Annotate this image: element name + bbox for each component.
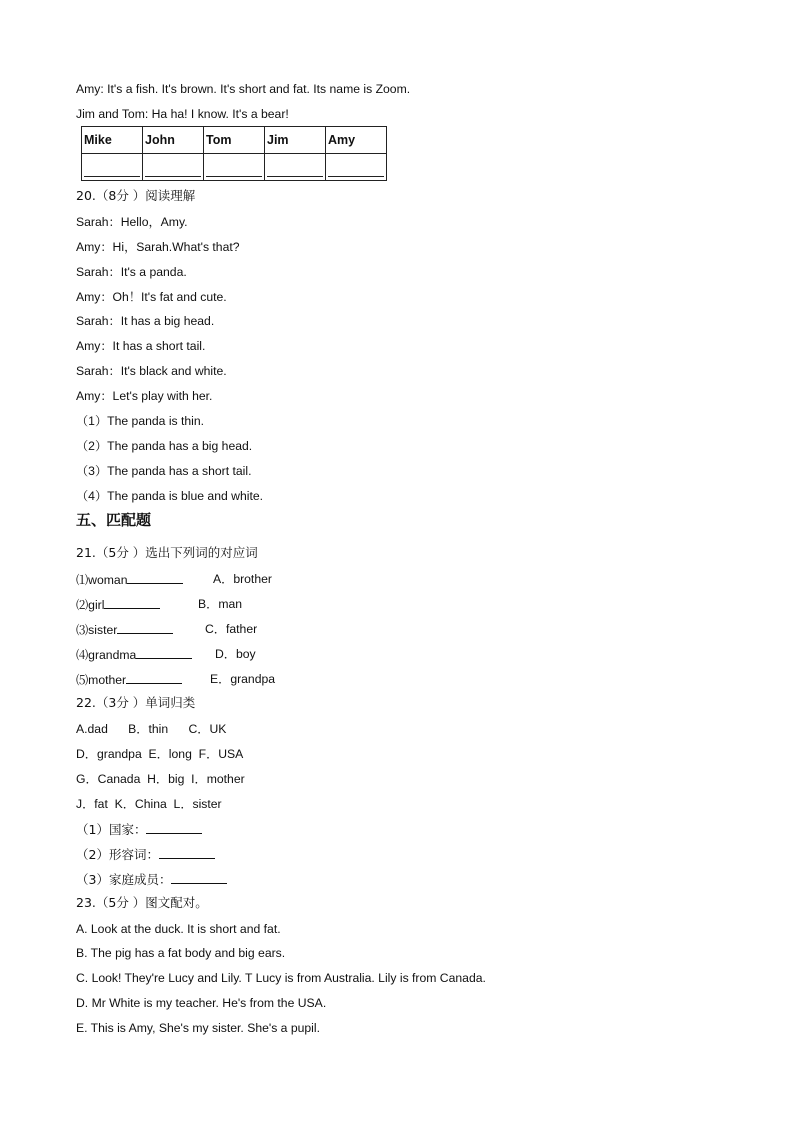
- table-header-cell: Amy: [326, 127, 387, 154]
- match-item: [76, 596, 160, 613]
- dialog-line-amy: Amy: It's a fish. It's brown. It's short and fat. Its name is Zoom.: [76, 82, 411, 96]
- category-label: （2）形容词：: [76, 847, 159, 862]
- answer-cell[interactable]: [265, 154, 326, 181]
- question-21-title: 21.（5分 ）选出下列词的对应词: [76, 545, 258, 560]
- word-row: G．Canada H．big I．mother: [76, 772, 245, 786]
- answer-cell[interactable]: [143, 154, 204, 181]
- match-option: C．father: [205, 622, 258, 636]
- answer-blank[interactable]: [146, 821, 202, 834]
- picture-match-item: B. The pig has a fat body and big ears.: [76, 946, 286, 960]
- category-label: （1）国家：: [76, 822, 147, 837]
- dialog-line: Sarah：It's black and white.: [76, 364, 227, 378]
- category-item: [76, 871, 227, 888]
- dialog-line: Amy：It has a short tail.: [76, 339, 206, 353]
- table-header-row: [82, 127, 387, 154]
- match-word: ⑸mother: [76, 673, 127, 687]
- match-word: ⑵girl: [76, 598, 105, 612]
- dialog-line-jim-tom: Jim and Tom: Ha ha! I know. It's a bear!: [76, 107, 289, 121]
- match-option: B．man: [198, 597, 243, 611]
- match-item: [76, 671, 182, 688]
- match-word: ⑷grandma: [76, 648, 137, 662]
- table-header-cell: Tom: [204, 127, 265, 154]
- match-option: D．boy: [215, 647, 256, 661]
- picture-match-item: E. This is Amy, She's my sister. She's a pupil.: [76, 1021, 320, 1035]
- dialog-line: Amy：Oh！It's fat and cute.: [76, 290, 227, 304]
- answer-blank[interactable]: [159, 846, 215, 859]
- word-row: J．fat K．China L．sister: [76, 797, 222, 811]
- answer-cell[interactable]: [204, 154, 265, 181]
- question-23-title: 23.（5分 ）图文配对。: [76, 895, 208, 910]
- question-22-title: 22.（3分 ）单词归类: [76, 695, 196, 710]
- answer-cell[interactable]: [82, 154, 143, 181]
- dialog-line: Amy：Hi，Sarah.What's that?: [76, 240, 240, 254]
- answer-blank[interactable]: [126, 671, 182, 684]
- dialog-line: Amy：Let's play with her.: [76, 389, 213, 403]
- answer-cell[interactable]: [326, 154, 387, 181]
- table-header-cell: Mike: [82, 127, 143, 154]
- statement-item: （1）The panda is thin.: [76, 414, 205, 428]
- word-row: A.dad B．thin C．UK: [76, 722, 227, 736]
- dialog-line: Sarah：It's a panda.: [76, 265, 187, 279]
- match-option: E．grandpa: [210, 672, 276, 686]
- picture-match-item: C. Look! They're Lucy and Lily. T Lucy is from Australia. Lily is from Canada.: [76, 971, 486, 985]
- section-5-heading: 五、匹配题: [76, 511, 152, 529]
- table-header-cell: John: [143, 127, 204, 154]
- match-option: A．brother: [213, 572, 272, 586]
- category-item: [76, 846, 215, 863]
- word-row: D．grandpa E．long F．USA: [76, 747, 244, 761]
- answer-blank[interactable]: [117, 621, 173, 634]
- statement-item: （3）The panda has a short tail.: [76, 464, 252, 478]
- answer-blank[interactable]: [171, 871, 227, 884]
- table-header-cell: Jim: [265, 127, 326, 154]
- name-answer-table: [81, 126, 387, 181]
- match-word: ⑴woman: [76, 573, 128, 587]
- statement-item: （4）The panda is blue and white.: [76, 489, 263, 503]
- picture-match-item: D. Mr White is my teacher. He's from the USA.: [76, 996, 327, 1010]
- question-20-title: 20.（8分 ）阅读理解: [76, 188, 196, 203]
- answer-blank[interactable]: [104, 596, 160, 609]
- match-word: ⑶sister: [76, 623, 118, 637]
- match-item: [76, 621, 173, 638]
- dialog-line: Sarah：Hello，Amy.: [76, 215, 188, 229]
- match-item: [76, 571, 183, 588]
- picture-match-item: A. Look at the duck. It is short and fat.: [76, 922, 281, 936]
- match-item: [76, 646, 192, 663]
- dialog-line: Sarah：It has a big head.: [76, 314, 215, 328]
- table-answer-row: [82, 154, 387, 181]
- answer-blank[interactable]: [127, 571, 183, 584]
- answer-blank[interactable]: [136, 646, 192, 659]
- category-label: （3）家庭成员：: [76, 872, 172, 887]
- statement-item: （2）The panda has a big head.: [76, 439, 253, 453]
- category-item: [76, 821, 202, 838]
